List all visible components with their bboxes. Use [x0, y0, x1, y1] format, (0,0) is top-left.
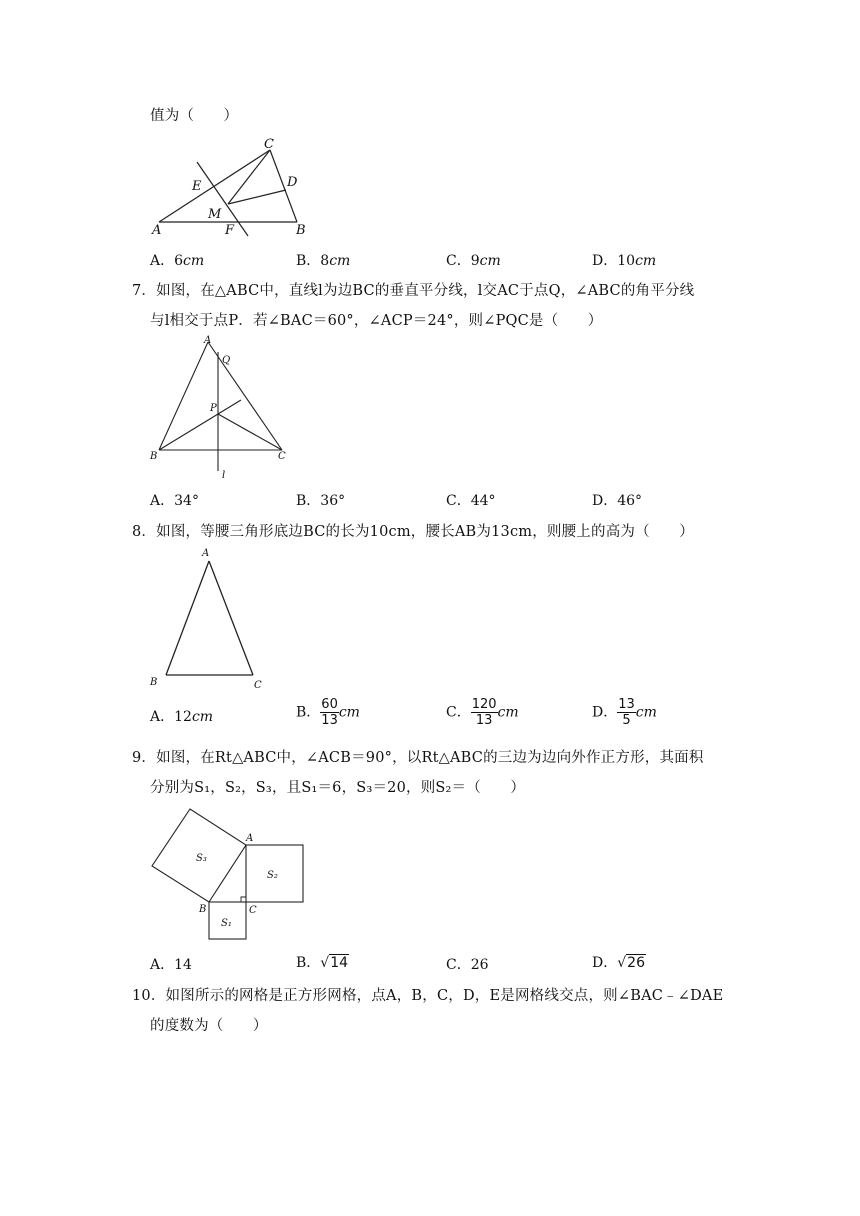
- q8-label-b: B: [150, 677, 158, 688]
- option-letter: D．: [592, 955, 618, 971]
- option-value: 34°: [174, 493, 199, 509]
- q6-label-d: D: [287, 175, 298, 190]
- q6-label-b: B: [296, 223, 306, 238]
- option-letter: B．: [296, 493, 321, 509]
- fraction: [320, 697, 339, 728]
- option-unit: cm: [338, 704, 360, 721]
- q9-option-a[interactable]: [150, 954, 192, 974]
- q7-label-p: P: [210, 403, 217, 414]
- q8-figure: [140, 544, 280, 694]
- sqrt-radicand: 26: [627, 955, 645, 971]
- option-value: 8: [320, 253, 330, 269]
- option-value: 14: [174, 957, 192, 973]
- q6-label-c: C: [264, 137, 274, 152]
- fraction: [617, 697, 636, 728]
- q9-label-c: C: [249, 905, 257, 916]
- q9-text-line2: 分别为S₁，S₂，S₃，且S₁＝6，S₃＝20，则S₂＝（ ）: [150, 780, 526, 796]
- q10-text-line1: 10．如图所示的网格是正方形网格，点A，B，C，D，E是网格线交点，则∠BAC﹣∠DAE: [132, 988, 724, 1004]
- sqrt-expression: √14: [320, 955, 349, 971]
- option-value: 36°: [320, 493, 346, 509]
- fraction: [471, 697, 498, 728]
- option-unit: cm: [635, 704, 657, 721]
- q9-figure: [140, 800, 320, 945]
- option-letter: B．: [296, 253, 321, 269]
- q6-label-e: E: [192, 179, 202, 194]
- option-value: 10: [617, 253, 636, 269]
- fraction-denominator: 13: [321, 713, 338, 728]
- q9-label-b: B: [199, 904, 207, 915]
- option-unit: cm: [183, 253, 205, 269]
- option-unit: cm: [497, 704, 519, 721]
- q6-tail: 值为（ ）: [150, 108, 239, 124]
- q6-figure: [140, 132, 320, 242]
- q6-label-m: M: [208, 207, 222, 222]
- q9-label-a: A: [246, 833, 254, 844]
- fraction-denominator: 13: [475, 713, 493, 728]
- option-unit: cm: [479, 253, 501, 269]
- q6-option-b[interactable]: [296, 250, 350, 270]
- fraction-numerator: 120: [471, 697, 497, 712]
- sqrt-expression: √26: [617, 955, 645, 971]
- q7-option-b[interactable]: [296, 490, 345, 510]
- fraction-denominator: 5: [622, 713, 631, 728]
- q8-label-c: C: [254, 680, 262, 691]
- q8-option-d[interactable]: [592, 697, 657, 728]
- q9-option-b[interactable]: [296, 952, 349, 972]
- option-letter: C．: [446, 253, 471, 269]
- q7-label-l: l: [222, 470, 226, 481]
- option-letter: B．: [296, 955, 321, 971]
- option-value: 9: [470, 253, 480, 269]
- q7-option-d[interactable]: [592, 490, 642, 510]
- option-letter: C．: [446, 957, 471, 973]
- q7-figure: [140, 334, 300, 484]
- option-value: 26: [470, 957, 489, 973]
- option-letter: A．: [150, 253, 175, 269]
- q7-text-line2: 与l相交于点P．若∠BAC＝60°，∠ACP＝24°，则∠PQC是（ ）: [150, 313, 603, 329]
- q8-text-line1: 8．如图，等腰三角形底边BC的长为10cm，腰长AB为13cm，则腰上的高为（ ）: [132, 524, 694, 540]
- option-letter: C．: [446, 704, 471, 721]
- q7-label-c: C: [278, 451, 286, 462]
- q6-label-f: F: [225, 223, 235, 238]
- q7-option-a[interactable]: [150, 490, 199, 510]
- option-letter: C．: [446, 493, 471, 509]
- option-letter: B．: [296, 704, 321, 721]
- fraction-numerator: 60: [321, 697, 338, 712]
- q8-option-a[interactable]: [150, 706, 213, 726]
- q6-label-a: A: [152, 223, 162, 238]
- q7-option-c[interactable]: [446, 490, 496, 510]
- q7-label-b: B: [150, 451, 158, 462]
- option-letter: D．: [592, 253, 618, 269]
- q7-text-line1: 7．如图，在△ABC中，直线l为边BC的垂直平分线，l交AC于点Q，∠ABC的角平分线: [132, 283, 695, 299]
- option-letter: D．: [592, 493, 618, 509]
- q6-option-d[interactable]: [592, 250, 656, 270]
- q9-option-d[interactable]: [592, 952, 646, 972]
- q10-text-line2: 的度数为（ ）: [150, 1018, 268, 1034]
- option-value: 6: [174, 253, 184, 269]
- option-value: 44°: [470, 493, 496, 509]
- option-unit: cm: [191, 709, 214, 725]
- sqrt-radicand: 14: [330, 955, 349, 971]
- option-letter: A．: [150, 493, 175, 509]
- option-letter: A．: [150, 957, 175, 973]
- option-value: 12: [174, 709, 192, 725]
- option-letter: A．: [150, 709, 175, 725]
- q9-label-s1: S₁: [221, 918, 232, 929]
- q6-option-a[interactable]: [150, 250, 204, 270]
- q8-option-c[interactable]: [446, 697, 519, 728]
- option-unit: cm: [329, 253, 351, 269]
- q9-label-s3: S₃: [196, 853, 207, 864]
- q8-label-a: A: [202, 548, 210, 559]
- q9-text-line1: 9．如图，在Rt△ABC中，∠ACB＝90°，以Rt△ABC的三边为边向外作正方形，其面积: [132, 750, 704, 766]
- option-value: 46°: [617, 493, 643, 509]
- q9-label-s2: S₂: [267, 870, 278, 881]
- q7-label-a: A: [204, 335, 212, 346]
- option-unit: cm: [635, 253, 657, 269]
- q7-label-q: Q: [222, 355, 231, 366]
- q9-option-c[interactable]: [446, 954, 489, 974]
- fraction-numerator: 13: [618, 697, 635, 712]
- option-letter: D．: [592, 704, 618, 721]
- q8-option-b[interactable]: [296, 697, 360, 728]
- q6-option-c[interactable]: [446, 250, 501, 270]
